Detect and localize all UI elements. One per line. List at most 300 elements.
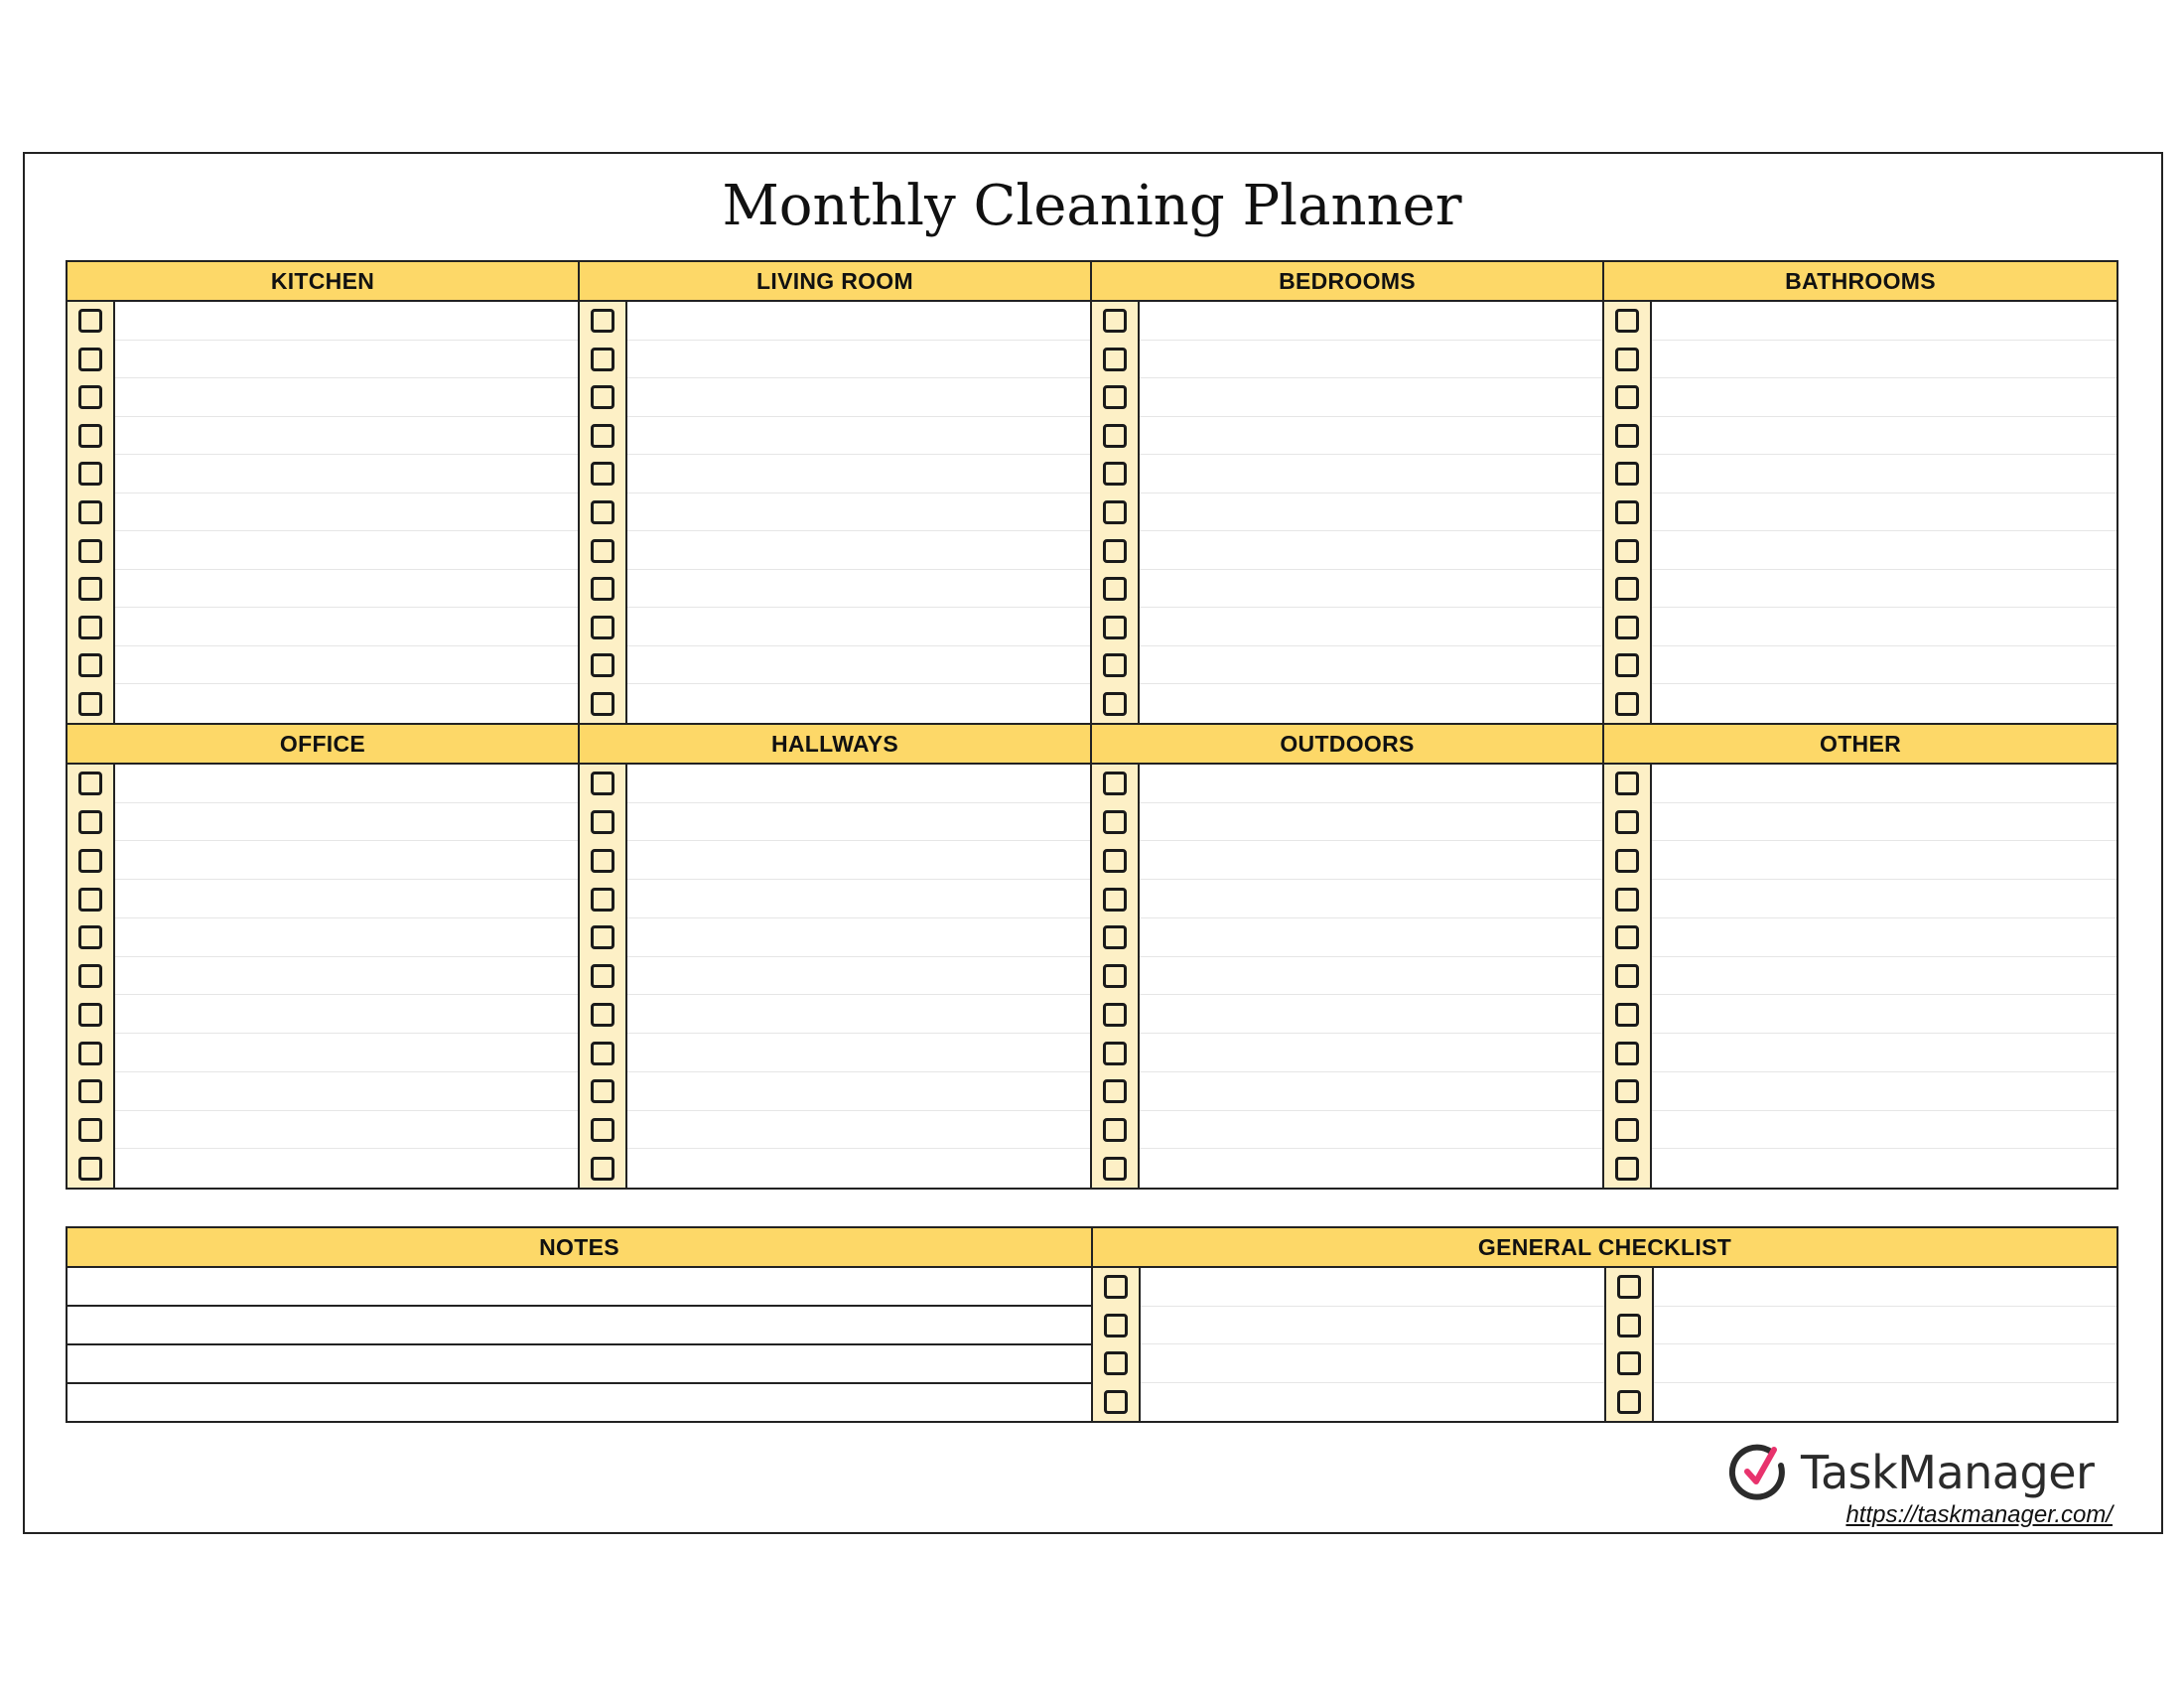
task-row <box>1092 608 1602 646</box>
task-row <box>68 880 578 918</box>
page-title: Monthly Cleaning Planner <box>722 174 1462 238</box>
task-checkbox[interactable] <box>591 1079 614 1103</box>
task-checkbox[interactable] <box>1103 772 1127 795</box>
general-checklist-body <box>1093 1268 2116 1421</box>
checkbox-cell <box>1092 995 1140 1034</box>
task-row <box>68 957 578 996</box>
task-row <box>1604 455 2116 493</box>
task-checkbox[interactable] <box>1617 1390 1641 1414</box>
task-row <box>68 1034 578 1072</box>
checkbox-cell <box>1604 302 1652 341</box>
task-checkbox[interactable] <box>78 1003 102 1027</box>
task-checkbox[interactable] <box>1103 500 1127 524</box>
task-checkbox[interactable] <box>78 348 102 371</box>
task-row <box>580 570 1090 609</box>
notes-line[interactable] <box>68 1307 1091 1345</box>
task-checkbox[interactable] <box>1103 424 1127 448</box>
task-checkbox[interactable] <box>1615 309 1639 333</box>
task-line[interactable] <box>1652 570 2116 609</box>
task-line[interactable] <box>627 1072 1090 1111</box>
task-row <box>1092 995 1602 1034</box>
task-line[interactable] <box>115 918 578 957</box>
task-checkbox[interactable] <box>1103 1118 1127 1142</box>
task-checkbox[interactable] <box>1103 1042 1127 1065</box>
task-line[interactable] <box>1140 493 1602 532</box>
task-checkbox[interactable] <box>78 1079 102 1103</box>
task-line[interactable] <box>1140 803 1602 842</box>
task-row <box>580 531 1090 570</box>
checkbox-cell <box>1092 957 1140 996</box>
task-line[interactable] <box>1652 841 2116 880</box>
task-line[interactable] <box>115 417 578 456</box>
task-checkbox[interactable] <box>78 810 102 834</box>
section-office <box>68 725 580 1188</box>
task-checkbox[interactable] <box>591 500 614 524</box>
task-checkbox[interactable] <box>1615 1003 1639 1027</box>
task-checkbox[interactable] <box>591 1042 614 1065</box>
task-list <box>68 302 578 723</box>
checkbox-cell <box>1093 1307 1141 1345</box>
checkbox-cell <box>1604 493 1652 532</box>
task-line[interactable] <box>115 803 578 842</box>
task-line[interactable] <box>627 1034 1090 1072</box>
checkbox-cell <box>1606 1383 1654 1422</box>
task-row <box>68 378 578 417</box>
task-line[interactable] <box>1654 1344 2117 1383</box>
task-checkbox[interactable] <box>78 964 102 988</box>
section-bedrooms <box>1092 262 1604 725</box>
task-checkbox[interactable] <box>78 888 102 912</box>
task-line[interactable] <box>1652 646 2116 685</box>
task-checkbox[interactable] <box>78 309 102 333</box>
checkbox-cell <box>1604 378 1652 417</box>
task-checkbox[interactable] <box>78 692 102 716</box>
task-line[interactable] <box>1652 378 2116 417</box>
task-line[interactable] <box>1652 417 2116 456</box>
checkbox-cell <box>580 646 627 685</box>
task-checkbox[interactable] <box>78 925 102 949</box>
checkbox-cell <box>68 608 115 646</box>
task-row <box>1604 341 2116 379</box>
task-checkbox[interactable] <box>591 309 614 333</box>
general-checklist-header: GENERAL CHECKLIST <box>1093 1228 2116 1268</box>
section-header: KITCHEN <box>68 262 578 302</box>
task-checkbox[interactable] <box>1103 309 1127 333</box>
task-checkbox[interactable] <box>1103 539 1127 563</box>
notes-section <box>68 1228 1093 1421</box>
task-row <box>1092 378 1602 417</box>
task-row <box>1604 570 2116 609</box>
checkbox-cell <box>68 302 115 341</box>
task-line[interactable] <box>115 1111 578 1150</box>
task-line[interactable] <box>1140 918 1602 957</box>
task-row <box>580 341 1090 379</box>
checkbox-cell <box>1606 1344 1654 1383</box>
task-checkbox[interactable] <box>1615 810 1639 834</box>
task-checkbox[interactable] <box>591 692 614 716</box>
task-row <box>68 417 578 456</box>
task-checkbox[interactable] <box>1615 500 1639 524</box>
section-living-room <box>580 262 1092 725</box>
task-line[interactable] <box>627 646 1090 685</box>
task-checkbox[interactable] <box>1615 1042 1639 1065</box>
task-checkbox[interactable] <box>1615 348 1639 371</box>
checkbox-cell <box>1604 1072 1652 1111</box>
task-checkbox[interactable] <box>591 462 614 486</box>
section-header: BATHROOMS <box>1604 262 2116 302</box>
task-checkbox[interactable] <box>591 1003 614 1027</box>
checkbox-cell <box>1092 765 1140 803</box>
task-line[interactable] <box>115 957 578 996</box>
task-checkbox[interactable] <box>78 539 102 563</box>
task-line[interactable] <box>115 608 578 646</box>
checkbox-cell <box>68 646 115 685</box>
task-checkbox[interactable] <box>1103 385 1127 409</box>
checkbox-cell <box>68 995 115 1034</box>
checkbox-cell <box>580 608 627 646</box>
task-checkbox[interactable] <box>78 1118 102 1142</box>
task-checkbox[interactable] <box>591 1118 614 1142</box>
task-line[interactable] <box>115 646 578 685</box>
task-line[interactable] <box>1141 1383 1604 1422</box>
task-checkbox[interactable] <box>1103 348 1127 371</box>
task-checkbox[interactable] <box>1615 385 1639 409</box>
task-checkbox[interactable] <box>1617 1275 1641 1299</box>
task-row <box>1092 684 1602 723</box>
task-checkbox[interactable] <box>1615 849 1639 873</box>
task-line[interactable] <box>627 995 1090 1034</box>
task-checkbox[interactable] <box>1103 849 1127 873</box>
task-list <box>580 765 1090 1188</box>
checkbox-cell <box>1604 570 1652 609</box>
task-checkbox[interactable] <box>1615 539 1639 563</box>
task-checkbox[interactable] <box>1103 810 1127 834</box>
task-checkbox[interactable] <box>78 849 102 873</box>
task-row <box>580 684 1090 723</box>
task-line[interactable] <box>1652 531 2116 570</box>
task-checkbox[interactable] <box>1103 964 1127 988</box>
task-checkbox[interactable] <box>1103 1079 1127 1103</box>
brand-url-link[interactable]: https://taskmanager.com/ <box>1845 1501 2113 1528</box>
task-line[interactable] <box>627 880 1090 918</box>
task-line[interactable] <box>1140 531 1602 570</box>
task-line[interactable] <box>1140 684 1602 723</box>
task-line[interactable] <box>1652 684 2116 723</box>
section-header: HALLWAYS <box>580 725 1090 765</box>
task-checkbox[interactable] <box>1617 1351 1641 1375</box>
task-checkbox[interactable] <box>591 1157 614 1181</box>
task-line[interactable] <box>627 765 1090 803</box>
task-checkbox[interactable] <box>78 616 102 639</box>
task-line[interactable] <box>627 570 1090 609</box>
checkbox-cell <box>68 493 115 532</box>
task-line[interactable] <box>627 341 1090 379</box>
task-line[interactable] <box>1654 1268 2117 1307</box>
task-line[interactable] <box>115 531 578 570</box>
task-row <box>68 341 578 379</box>
task-row <box>1604 684 2116 723</box>
task-line[interactable] <box>1140 1034 1602 1072</box>
task-row <box>1093 1268 1604 1307</box>
task-line[interactable] <box>1140 417 1602 456</box>
task-row <box>1092 302 1602 341</box>
notes-line[interactable] <box>68 1384 1091 1421</box>
task-checkbox[interactable] <box>591 964 614 988</box>
task-line[interactable] <box>115 378 578 417</box>
task-checkbox[interactable] <box>78 1157 102 1181</box>
checkbox-cell <box>1604 918 1652 957</box>
task-line[interactable] <box>1652 803 2116 842</box>
task-line[interactable] <box>1140 1072 1602 1111</box>
checkbox-cell <box>580 417 627 456</box>
task-checkbox[interactable] <box>591 810 614 834</box>
task-checkbox[interactable] <box>591 925 614 949</box>
task-row <box>1604 1072 2116 1111</box>
checkbox-cell <box>1092 1034 1140 1072</box>
task-line[interactable] <box>627 957 1090 996</box>
checkbox-cell <box>68 378 115 417</box>
task-line[interactable] <box>1652 341 2116 379</box>
task-checkbox[interactable] <box>591 385 614 409</box>
task-checkbox[interactable] <box>1103 653 1127 677</box>
task-checkbox[interactable] <box>1103 925 1127 949</box>
task-line[interactable] <box>627 1111 1090 1150</box>
checkbox-cell <box>68 570 115 609</box>
task-checkbox[interactable] <box>1615 1157 1639 1181</box>
task-row <box>1604 417 2116 456</box>
task-line[interactable] <box>1140 570 1602 609</box>
general-checklist-column <box>1606 1268 2117 1421</box>
task-row <box>1604 493 2116 532</box>
task-line[interactable] <box>1140 841 1602 880</box>
task-line[interactable] <box>115 1149 578 1188</box>
checkbox-cell <box>1604 417 1652 456</box>
task-line[interactable] <box>1652 918 2116 957</box>
task-line[interactable] <box>1652 765 2116 803</box>
task-line[interactable] <box>627 841 1090 880</box>
task-line[interactable] <box>1140 646 1602 685</box>
checkbox-cell <box>1604 608 1652 646</box>
task-checkbox[interactable] <box>1103 616 1127 639</box>
section-hallways <box>580 725 1092 1188</box>
task-line[interactable] <box>627 608 1090 646</box>
task-row <box>68 995 578 1034</box>
task-line[interactable] <box>1652 957 2116 996</box>
task-line[interactable] <box>1652 1149 2116 1188</box>
task-line[interactable] <box>115 684 578 723</box>
task-checkbox[interactable] <box>591 653 614 677</box>
task-checkbox[interactable] <box>1617 1314 1641 1337</box>
checkbox-cell <box>1606 1307 1654 1345</box>
task-line[interactable] <box>1652 455 2116 493</box>
task-line[interactable] <box>1140 455 1602 493</box>
task-line[interactable] <box>1654 1307 2117 1345</box>
checkbox-cell <box>580 493 627 532</box>
task-checkbox[interactable] <box>591 539 614 563</box>
task-row <box>68 302 578 341</box>
task-line[interactable] <box>115 1072 578 1111</box>
task-line[interactable] <box>1140 957 1602 996</box>
checkbox-cell <box>68 1072 115 1111</box>
task-checkbox[interactable] <box>591 424 614 448</box>
task-line[interactable] <box>627 803 1090 842</box>
task-line[interactable] <box>1140 880 1602 918</box>
task-line[interactable] <box>1652 880 2116 918</box>
task-line[interactable] <box>1652 493 2116 532</box>
task-row <box>68 684 578 723</box>
task-row <box>580 841 1090 880</box>
task-line[interactable] <box>115 765 578 803</box>
task-line[interactable] <box>627 684 1090 723</box>
checkbox-cell <box>580 841 627 880</box>
task-checkbox[interactable] <box>1615 424 1639 448</box>
checkbox-cell <box>1092 417 1140 456</box>
task-checkbox[interactable] <box>1615 888 1639 912</box>
task-checkbox[interactable] <box>591 577 614 601</box>
task-line[interactable] <box>1140 995 1602 1034</box>
task-row <box>1604 1034 2116 1072</box>
task-line[interactable] <box>1654 1383 2117 1422</box>
task-line[interactable] <box>1140 341 1602 379</box>
task-checkbox[interactable] <box>1103 1003 1127 1027</box>
task-line[interactable] <box>627 378 1090 417</box>
checkbox-cell <box>1093 1383 1141 1422</box>
room-sections-grid <box>66 260 2118 1190</box>
task-checkbox[interactable] <box>1615 653 1639 677</box>
task-row <box>580 1034 1090 1072</box>
task-line[interactable] <box>627 1149 1090 1188</box>
task-row <box>580 918 1090 957</box>
task-row <box>1092 880 1602 918</box>
task-line[interactable] <box>1140 608 1602 646</box>
checkbox-cell <box>1092 1111 1140 1150</box>
task-line[interactable] <box>1140 378 1602 417</box>
task-line[interactable] <box>1141 1268 1604 1307</box>
task-line[interactable] <box>115 995 578 1034</box>
task-checkbox[interactable] <box>1103 1157 1127 1181</box>
task-row <box>1093 1383 1604 1422</box>
task-checkbox[interactable] <box>1104 1275 1128 1299</box>
task-line[interactable] <box>115 341 578 379</box>
task-checkbox[interactable] <box>78 1042 102 1065</box>
section-other <box>1604 725 2116 1188</box>
task-line[interactable] <box>115 880 578 918</box>
task-line[interactable] <box>1652 1034 2116 1072</box>
task-list <box>1604 765 2116 1188</box>
task-line[interactable] <box>1652 1072 2116 1111</box>
task-checkbox[interactable] <box>591 348 614 371</box>
task-row <box>580 995 1090 1034</box>
notes-line[interactable] <box>68 1345 1091 1384</box>
checkbox-cell <box>580 1034 627 1072</box>
task-line[interactable] <box>627 918 1090 957</box>
task-row <box>580 1149 1090 1188</box>
checkbox-cell <box>580 341 627 379</box>
task-checkbox[interactable] <box>1615 692 1639 716</box>
task-line[interactable] <box>627 493 1090 532</box>
task-line[interactable] <box>1652 1111 2116 1150</box>
task-checkbox[interactable] <box>1615 577 1639 601</box>
task-line[interactable] <box>115 841 578 880</box>
task-line[interactable] <box>115 493 578 532</box>
task-line[interactable] <box>1652 995 2116 1034</box>
task-checkbox[interactable] <box>78 653 102 677</box>
task-row <box>68 1072 578 1111</box>
task-checkbox[interactable] <box>1104 1314 1128 1337</box>
task-line[interactable] <box>1141 1344 1604 1383</box>
task-row <box>1604 302 2116 341</box>
task-checkbox[interactable] <box>78 772 102 795</box>
task-checkbox[interactable] <box>591 849 614 873</box>
task-line[interactable] <box>627 455 1090 493</box>
task-list <box>68 765 578 1188</box>
task-line[interactable] <box>627 302 1090 341</box>
checkbox-cell <box>580 1149 627 1188</box>
task-line[interactable] <box>627 531 1090 570</box>
task-line[interactable] <box>115 302 578 341</box>
task-checkbox[interactable] <box>78 577 102 601</box>
task-line[interactable] <box>1141 1307 1604 1345</box>
task-line[interactable] <box>1140 302 1602 341</box>
task-line[interactable] <box>115 455 578 493</box>
task-checkbox[interactable] <box>1615 616 1639 639</box>
task-checkbox[interactable] <box>1103 462 1127 486</box>
task-checkbox[interactable] <box>1103 577 1127 601</box>
checkbox-cell <box>580 531 627 570</box>
task-checkbox[interactable] <box>1103 692 1127 716</box>
task-line[interactable] <box>627 417 1090 456</box>
task-row <box>1092 1111 1602 1150</box>
task-checkbox[interactable] <box>1615 964 1639 988</box>
task-line[interactable] <box>115 1034 578 1072</box>
checkbox-cell <box>68 684 115 723</box>
task-checkbox[interactable] <box>1103 888 1127 912</box>
task-list <box>1092 302 1602 723</box>
task-checkbox[interactable] <box>78 500 102 524</box>
task-line[interactable] <box>1652 608 2116 646</box>
task-line[interactable] <box>1140 1149 1602 1188</box>
task-row <box>1092 918 1602 957</box>
task-checkbox[interactable] <box>1104 1351 1128 1375</box>
notes-line[interactable] <box>68 1268 1091 1307</box>
task-checkbox[interactable] <box>78 462 102 486</box>
task-line[interactable] <box>1140 1111 1602 1150</box>
task-row <box>1606 1307 2117 1345</box>
checkbox-cell <box>68 918 115 957</box>
checkbox-cell <box>1604 531 1652 570</box>
checkbox-cell <box>1092 570 1140 609</box>
task-checkbox[interactable] <box>591 772 614 795</box>
section-header: LIVING ROOM <box>580 262 1090 302</box>
section-header: OFFICE <box>68 725 578 765</box>
checkbox-cell <box>1093 1268 1141 1307</box>
task-checkbox[interactable] <box>78 424 102 448</box>
task-checkbox[interactable] <box>1615 1118 1639 1142</box>
task-checkbox[interactable] <box>591 888 614 912</box>
task-line[interactable] <box>115 570 578 609</box>
task-checkbox[interactable] <box>1104 1390 1128 1414</box>
task-checkbox[interactable] <box>1615 772 1639 795</box>
task-checkbox[interactable] <box>1615 925 1639 949</box>
task-checkbox[interactable] <box>591 616 614 639</box>
checkbox-cell <box>1092 531 1140 570</box>
task-checkbox[interactable] <box>1615 1079 1639 1103</box>
task-checkbox[interactable] <box>78 385 102 409</box>
task-line[interactable] <box>1140 765 1602 803</box>
checkbox-cell <box>1604 841 1652 880</box>
task-line[interactable] <box>1652 302 2116 341</box>
task-checkbox[interactable] <box>1615 462 1639 486</box>
